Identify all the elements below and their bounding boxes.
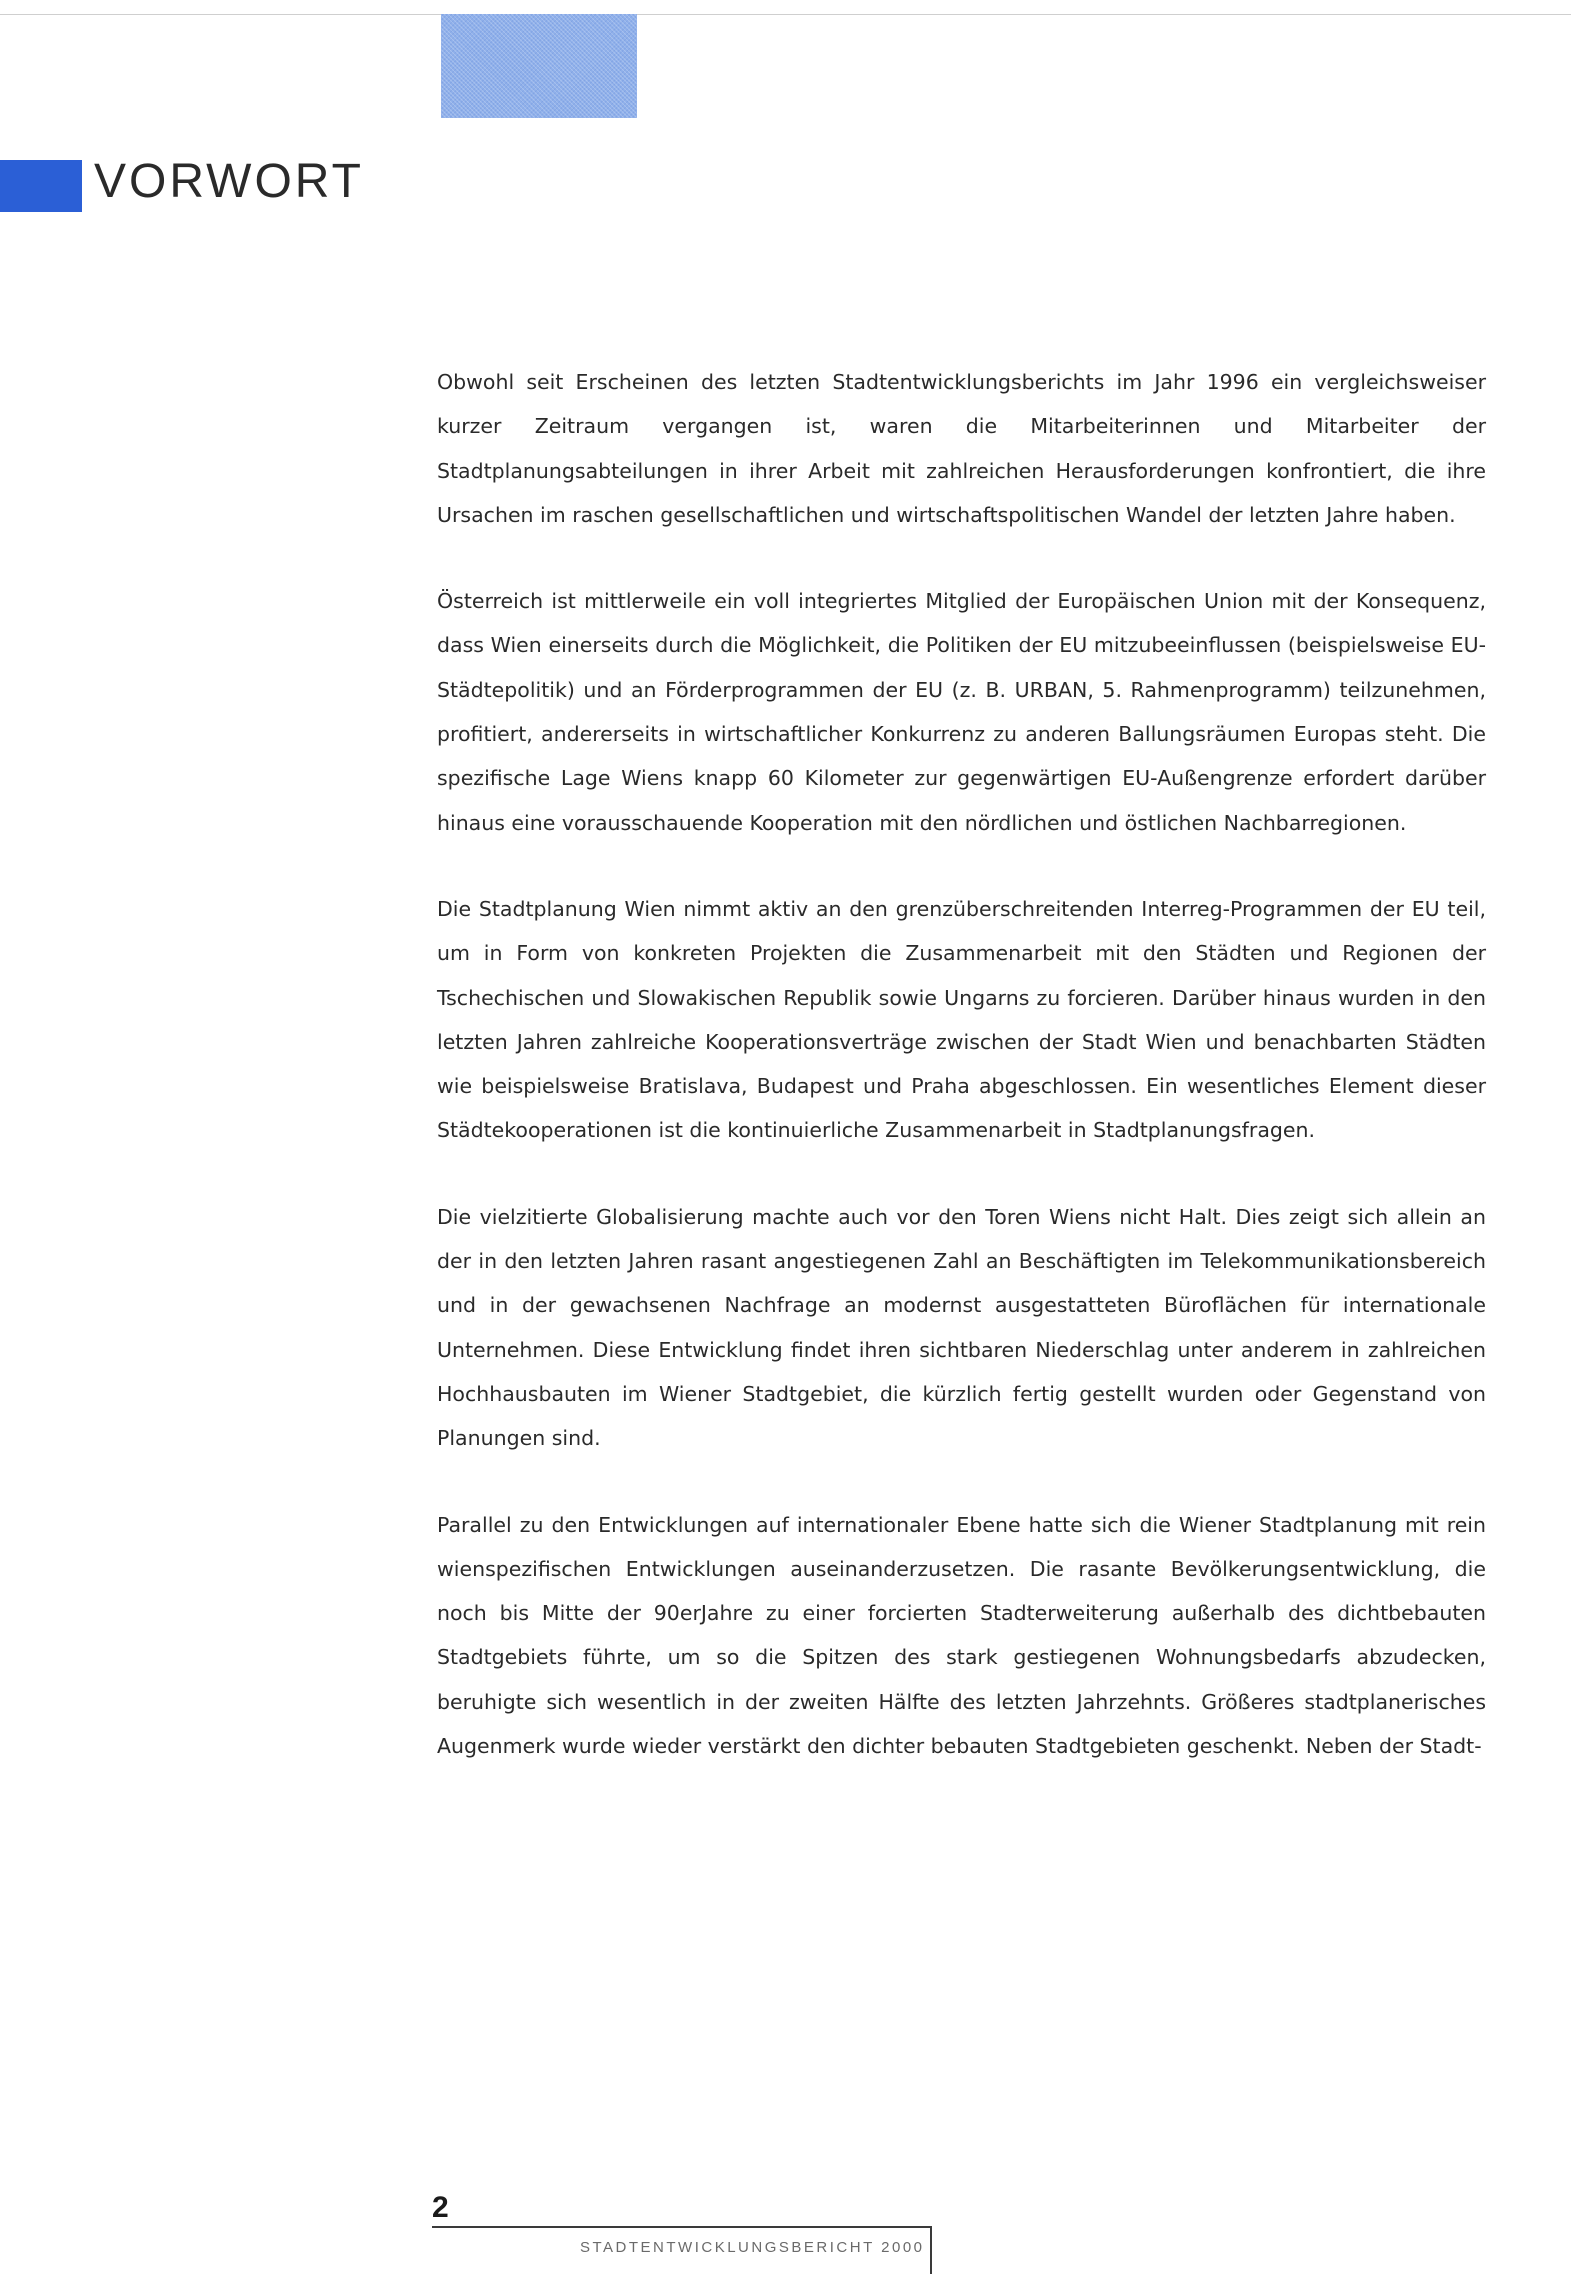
paragraph-2: Österreich ist mittlerweile ein voll integriertes Mitglied der Europäischen Union mit der Konsequenz, dass Wien einerseits durch die Möglichkeit, die Politiken der EU mitzubeeinflussen (beispielsweise EU-Städtepolitik) und an Förderprogrammen der EU (z. B. URBAN, 5. Rahmenprogramm) teilzunehmen, profitiert, andererseits in wirtschaftlicher Konkurrenz zu anderen Ballungsräumen Europas steht. Die spezifische Lage Wiens knapp 60 Kilometer zur gegenwärtigen EU-Außengrenze erfordert darüber hinaus eine vorausschauende Kooperation mit den nördlichen und östlichen Nachbarregionen. [437, 589, 1486, 835]
paragraph-4: Die vielzitierte Globalisierung machte auch vor den Toren Wiens nicht Halt. Dies zeigt sich allein an der in den letzten Jahren rasant angestiegenen Zahl an Beschäftigten im Telekommunikationsbereich und in der gewachsenen Nachfrage an modernst ausgestatteten Büroflächen für internationale Unternehmen. Diese Entwicklung findet ihren sichtbaren Niederschlag unter anderem in zahlreichen Hochhausbauten im Wiener Stadtgebiet, die kürzlich fertig gestellt wurden oder Gegenstand von Planungen sind. [437, 1204, 1486, 1451]
footer-tick [930, 2226, 932, 2274]
decorative-blue-square [441, 14, 637, 118]
paragraph-5: Parallel zu den Entwicklungen auf internationaler Ebene hatte sich die Wiener Stadtplanung mit rein wienspezifischen Entwicklungen auseinanderzusetzen. Die rasante Bevölkerungsentwicklung, die noch bis Mitte der 90erJahre zu einer forcierten Stadterweiterung außerhalb des dichtbebauten Stadtgebiets führte, um so die Spitzen des stark gestiegenen Wohnungsbedarfs abzudecken, beruhigte sich wesentlich in der zweiten Hälfte des letzten Jahrzehnts. Größeres stadtplanerisches Augenmerk wurde wieder verstärkt den dichter bebauten Stadtgebieten geschenkt. Neben der Stadt- [437, 1512, 1486, 1759]
paragraph-1: Obwohl seit Erscheinen des letzten Stadtentwicklungsberichts im Jahr 1996 ein vergleichsweiser kurzer Zeitraum vergangen ist, waren die Mitarbeiterinnen und Mitarbeiter der Stadtplanungsabteilungen in ihrer Arbeit mit zahlreichen Herausforderungen konfrontiert, die ihre Ursachen im raschen gesellschaftlichen und wirtschaftspolitischen Wandel der letzten Jahre haben. [437, 370, 1486, 527]
paragraph-3: Die Stadtplanung Wien nimmt aktiv an den grenzüberschreitenden Interreg-Programmen der EU teil, um in Form von konkreten Projekten die Zusammenarbeit mit den Städten und Regionen der Tschechischen und Slowakischen Republik sowie Ungarns zu forcieren. Darüber hinaus wurden in den letzten Jahren zahlreiche Kooperationsverträge zwischen der Stadt Wien und benachbarten Städten wie beispielsweise Bratislava, Budapest und Praha abgeschlossen. Ein wesentliches Element dieser Städtekooperationen ist die kontinuierliche Zusammenarbeit in Stadtplanungsfragen. [437, 896, 1486, 1143]
page-number: 2 [432, 2191, 449, 2224]
body-text [437, 360, 1486, 1810]
page-title: VORWORT [94, 155, 364, 208]
footer-title: STADTENTWICKLUNGSBERICHT 2000 [580, 2239, 925, 2256]
heading-accent-bar [0, 160, 82, 212]
top-rule [0, 14, 1571, 15]
footer-rule [432, 2226, 932, 2228]
